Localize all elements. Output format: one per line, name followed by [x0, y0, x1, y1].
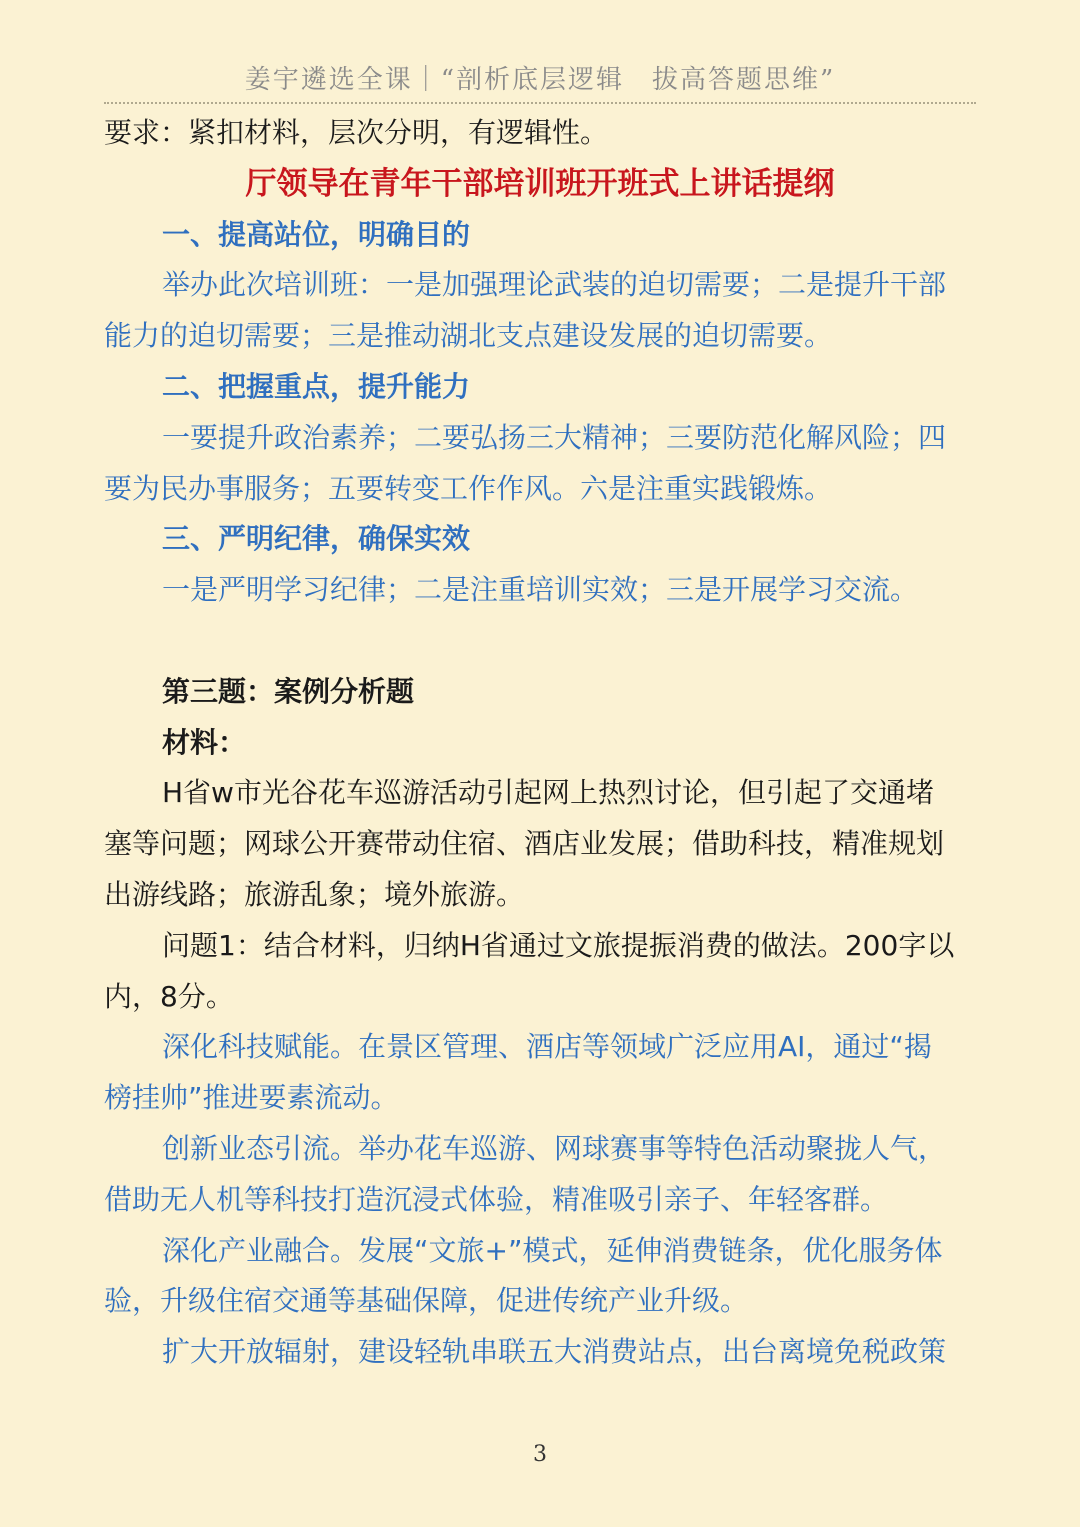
answer-line: 验，升级住宿交通等基础保障，促进传统产业升级。 [104, 1284, 749, 1318]
material-line: 出游线路；旅游乱象；境外旅游。 [104, 877, 525, 911]
answer-line: 创新业态引流。举办花车巡游、网球赛事等特色活动聚拢人气， [162, 1131, 947, 1165]
page-number: 3 [533, 1442, 547, 1467]
section-heading-3: 三、严明纪律，确保实效 [162, 522, 471, 556]
answer-line: 举办此次培训班：一是加强理论武装的迫切需要；二是提升干部 [162, 268, 947, 302]
question-heading: 第三题：案例分析题 [162, 674, 415, 708]
header-divider [104, 102, 976, 104]
page-header: 姜宇遴选全课｜“剖析底层逻辑 拔高答题思维” [244, 65, 836, 95]
material-label: 材料： [162, 725, 247, 759]
material-line: H省w市光谷花车巡游活动引起网上热烈讨论，但引起了交通堵 [162, 776, 934, 810]
section-heading-1: 一、提高站位，明确目的 [162, 217, 471, 251]
question-line: 问题1：结合材料，归纳H省通过文旅提振消费的做法。200字以 [162, 928, 955, 962]
answer-line: 一是严明学习纪律；二是注重培训实效；三是开展学习交流。 [162, 573, 919, 607]
material-line: 塞等问题；网球公开赛带动住宿、酒店业发展；借助科技，精准规划 [104, 827, 945, 861]
answer-line: 深化科技赋能。在景区管理、酒店等领域广泛应用AI，通过“揭 [162, 1030, 932, 1064]
answer-line: 扩大开放辐射，建设轻轨串联五大消费站点，出台离境免税政策 [162, 1335, 947, 1369]
answer-line: 能力的迫切需要；三是推动湖北支点建设发展的迫切需要。 [104, 319, 833, 353]
question-line: 内，8分。 [104, 979, 234, 1013]
outline-title: 厅领导在青年干部培训班开班式上讲话提纲 [245, 165, 835, 202]
answer-line: 要为民办事服务；五要转变工作作风。六是注重实践锻炼。 [104, 471, 833, 505]
document-body [104, 108, 976, 1378]
requirement-line: 要求：紧扣材料，层次分明，有逻辑性。 [104, 116, 609, 149]
answer-line: 借助无人机等科技打造沉浸式体验，精准吸引亲子、年轻客群。 [104, 1182, 889, 1216]
answer-line: 一要提升政治素养；二要弘扬三大精神；三要防范化解风险；四 [162, 420, 947, 454]
blank-line [104, 616, 976, 667]
answer-line: 榜挂帅”推进要素流动。 [104, 1081, 399, 1115]
answer-line: 深化产业融合。发展“文旅+”模式，延伸消费链条，优化服务体 [162, 1233, 943, 1267]
section-heading-2: 二、把握重点，提升能力 [162, 369, 471, 403]
